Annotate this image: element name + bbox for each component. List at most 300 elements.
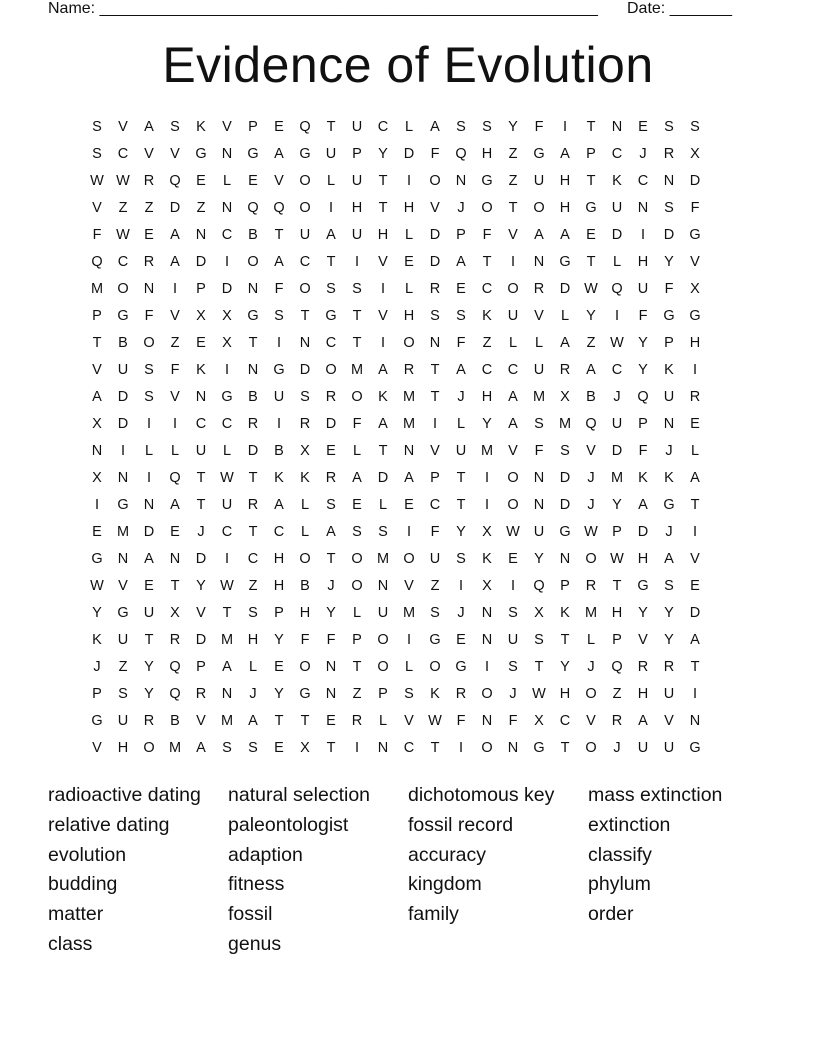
grid-letter[interactable]: H (247, 632, 259, 648)
grid-letter[interactable]: A (170, 497, 180, 513)
grid-letter[interactable]: S (274, 308, 284, 324)
grid-letter[interactable]: S (118, 686, 128, 702)
grid-letter[interactable]: R (533, 281, 545, 297)
grid-letter[interactable]: A (144, 119, 154, 135)
grid-letter[interactable]: O (299, 200, 311, 216)
grid-letter[interactable]: V (586, 443, 596, 459)
grid-letter[interactable]: Y (586, 308, 596, 324)
grid-letter[interactable]: U (351, 119, 363, 135)
grid-letter[interactable]: U (351, 227, 363, 243)
grid-letter[interactable]: Z (508, 173, 518, 189)
grid-letter[interactable]: J (587, 470, 595, 486)
grid-letter[interactable]: S (326, 281, 336, 297)
grid-letter[interactable]: X (300, 443, 310, 459)
grid-letter[interactable]: T (352, 335, 362, 351)
grid-letter[interactable]: U (221, 497, 233, 513)
grid-letter[interactable]: T (300, 308, 310, 324)
grid-letter[interactable]: N (117, 470, 129, 486)
grid-letter[interactable]: O (429, 659, 441, 675)
grid-letter[interactable]: S (248, 605, 258, 621)
grid-letter[interactable]: V (92, 200, 102, 216)
grid-letter[interactable]: A (560, 146, 570, 162)
grid-letter[interactable]: W (116, 173, 130, 189)
grid-letter[interactable]: O (507, 281, 519, 297)
grid-letter[interactable]: A (196, 740, 206, 756)
grid-letter[interactable]: G (429, 632, 441, 648)
grid-letter[interactable]: Y (144, 659, 154, 675)
grid-letter[interactable]: A (248, 713, 258, 729)
grid-letter[interactable]: G (325, 308, 337, 324)
grid-letter[interactable]: S (664, 119, 674, 135)
grid-letter[interactable]: U (143, 605, 155, 621)
grid-letter[interactable]: D (143, 524, 155, 540)
grid-letter[interactable]: J (197, 524, 205, 540)
grid-letter[interactable]: N (143, 281, 155, 297)
grid-letter[interactable]: Y (638, 335, 648, 351)
grid-letter[interactable]: H (481, 389, 493, 405)
name-field[interactable]: Name: ________________________________________________________ (48, 0, 598, 17)
grid-letter[interactable]: H (637, 254, 649, 270)
grid-letter[interactable]: T (378, 173, 388, 189)
grid-letter[interactable]: I (146, 416, 152, 432)
grid-letter[interactable]: A (560, 227, 570, 243)
grid-letter[interactable]: V (586, 713, 596, 729)
grid-letter[interactable]: G (689, 308, 701, 324)
grid-letter[interactable]: N (195, 389, 207, 405)
grid-letter[interactable]: A (274, 146, 284, 162)
grid-letter[interactable]: W (90, 173, 104, 189)
grid-letter[interactable]: N (663, 416, 675, 432)
grid-letter[interactable]: T (430, 740, 440, 756)
grid-letter[interactable]: L (690, 443, 700, 459)
grid-letter[interactable]: G (663, 497, 675, 513)
grid-letter[interactable]: P (248, 119, 258, 135)
grid-letter[interactable]: Z (196, 200, 206, 216)
grid-letter[interactable]: Y (326, 605, 336, 621)
grid-letter[interactable]: P (560, 578, 570, 594)
grid-letter[interactable]: R (663, 659, 675, 675)
grid-letter[interactable]: M (584, 605, 598, 621)
grid-letter[interactable]: N (377, 740, 389, 756)
grid-letter[interactable]: C (377, 119, 389, 135)
grid-letter[interactable]: G (689, 227, 701, 243)
grid-letter[interactable]: Q (169, 470, 181, 486)
grid-letter[interactable]: V (222, 119, 232, 135)
grid-letter[interactable]: F (170, 362, 180, 378)
grid-letter[interactable]: T (586, 254, 596, 270)
grid-letter[interactable]: N (481, 713, 493, 729)
grid-letter[interactable]: S (300, 389, 310, 405)
grid-letter[interactable]: S (430, 605, 440, 621)
grid-letter[interactable]: Y (482, 416, 492, 432)
grid-letter[interactable]: V (638, 632, 648, 648)
grid-letter[interactable]: T (508, 200, 518, 216)
grid-letter[interactable]: V (404, 713, 414, 729)
grid-letter[interactable]: M (220, 632, 234, 648)
grid-letter[interactable]: V (92, 362, 102, 378)
grid-letter[interactable]: W (532, 686, 546, 702)
grid-letter[interactable]: T (170, 578, 180, 594)
grid-letter[interactable]: K (196, 362, 206, 378)
grid-letter[interactable]: L (300, 497, 310, 513)
grid-letter[interactable]: D (195, 551, 207, 567)
grid-letter[interactable]: C (481, 281, 493, 297)
grid-letter[interactable]: C (403, 740, 415, 756)
grid-letter[interactable]: L (300, 524, 310, 540)
grid-letter[interactable]: V (170, 308, 180, 324)
grid-letter[interactable]: I (406, 632, 412, 648)
grid-letter[interactable]: O (533, 200, 545, 216)
grid-letter[interactable]: J (457, 200, 465, 216)
grid-letter[interactable]: G (273, 362, 285, 378)
grid-letter[interactable]: L (222, 173, 232, 189)
grid-letter[interactable]: A (92, 389, 102, 405)
grid-letter[interactable]: S (482, 119, 492, 135)
grid-letter[interactable]: D (637, 524, 649, 540)
grid-letter[interactable]: L (404, 281, 414, 297)
grid-letter[interactable]: S (352, 281, 362, 297)
grid-letter[interactable]: H (273, 578, 285, 594)
grid-letter[interactable]: R (247, 416, 259, 432)
grid-letter[interactable]: K (430, 686, 440, 702)
grid-letter[interactable]: O (351, 578, 363, 594)
grid-letter[interactable]: I (406, 173, 412, 189)
grid-letter[interactable]: D (689, 605, 701, 621)
grid-letter[interactable]: V (404, 578, 414, 594)
grid-letter[interactable]: L (248, 659, 258, 675)
grid-letter[interactable]: I (380, 335, 386, 351)
grid-letter[interactable]: Y (92, 605, 102, 621)
grid-letter[interactable]: K (664, 470, 674, 486)
grid-letter[interactable]: Y (664, 632, 674, 648)
grid-letter[interactable]: N (221, 686, 233, 702)
grid-letter[interactable]: H (403, 308, 415, 324)
grid-letter[interactable]: Y (196, 578, 206, 594)
grid-letter[interactable]: S (378, 524, 388, 540)
grid-letter[interactable]: W (506, 524, 520, 540)
grid-letter[interactable]: Q (455, 146, 467, 162)
grid-letter[interactable]: P (274, 605, 284, 621)
grid-letter[interactable]: B (170, 713, 180, 729)
grid-letter[interactable]: N (247, 362, 259, 378)
grid-letter[interactable]: Z (144, 200, 154, 216)
grid-letter[interactable]: Y (560, 659, 570, 675)
grid-letter[interactable]: A (378, 362, 388, 378)
grid-letter[interactable]: F (430, 146, 440, 162)
grid-letter[interactable]: P (664, 335, 674, 351)
grid-letter[interactable]: H (559, 173, 571, 189)
grid-letter[interactable]: D (559, 470, 571, 486)
grid-letter[interactable]: G (247, 308, 259, 324)
grid-letter[interactable]: O (481, 686, 493, 702)
grid-letter[interactable]: B (118, 335, 128, 351)
grid-letter[interactable]: O (403, 335, 415, 351)
grid-letter[interactable]: B (300, 578, 310, 594)
grid-letter[interactable]: M (610, 470, 624, 486)
grid-letter[interactable]: E (144, 227, 154, 243)
grid-letter[interactable]: N (637, 200, 649, 216)
grid-letter[interactable]: Z (352, 686, 362, 702)
grid-letter[interactable]: N (481, 605, 493, 621)
grid-letter[interactable]: E (248, 173, 258, 189)
grid-letter[interactable]: M (90, 281, 104, 297)
grid-letter[interactable]: U (455, 443, 467, 459)
grid-letter[interactable]: T (456, 497, 466, 513)
grid-letter[interactable]: F (638, 308, 648, 324)
grid-letter[interactable]: I (510, 254, 516, 270)
grid-letter[interactable]: T (248, 524, 258, 540)
grid-letter[interactable]: N (299, 335, 311, 351)
grid-letter[interactable]: Y (534, 551, 544, 567)
grid-letter[interactable]: R (455, 686, 467, 702)
grid-letter[interactable]: S (404, 686, 414, 702)
grid-letter[interactable]: F (482, 227, 492, 243)
grid-letter[interactable]: C (481, 362, 493, 378)
grid-letter[interactable]: A (638, 713, 648, 729)
grid-letter[interactable]: G (455, 659, 467, 675)
grid-letter[interactable]: D (611, 227, 623, 243)
grid-letter[interactable]: R (429, 281, 441, 297)
grid-letter[interactable]: T (144, 632, 154, 648)
grid-letter[interactable]: K (300, 470, 310, 486)
grid-letter[interactable]: C (117, 146, 129, 162)
grid-letter[interactable]: X (690, 146, 700, 162)
grid-letter[interactable]: H (637, 686, 649, 702)
grid-letter[interactable]: I (432, 416, 438, 432)
grid-letter[interactable]: I (276, 335, 282, 351)
grid-letter[interactable]: O (507, 497, 519, 513)
grid-letter[interactable]: O (481, 740, 493, 756)
grid-letter[interactable]: X (560, 389, 570, 405)
grid-letter[interactable]: R (403, 362, 415, 378)
grid-letter[interactable]: I (120, 443, 126, 459)
grid-letter[interactable]: Q (637, 389, 649, 405)
grid-letter[interactable]: I (276, 416, 282, 432)
grid-letter[interactable]: E (586, 227, 596, 243)
grid-letter[interactable]: D (611, 443, 623, 459)
grid-letter[interactable]: A (430, 119, 440, 135)
grid-letter[interactable]: N (663, 173, 675, 189)
grid-letter[interactable]: I (380, 281, 386, 297)
grid-letter[interactable]: A (404, 470, 414, 486)
grid-letter[interactable]: S (664, 578, 674, 594)
grid-letter[interactable]: I (640, 227, 646, 243)
grid-letter[interactable]: P (638, 416, 648, 432)
grid-letter[interactable]: L (508, 335, 518, 351)
grid-letter[interactable]: W (90, 578, 104, 594)
grid-letter[interactable]: G (689, 740, 701, 756)
grid-letter[interactable]: A (638, 497, 648, 513)
grid-letter[interactable]: K (92, 632, 102, 648)
grid-letter[interactable]: L (326, 173, 336, 189)
grid-letter[interactable]: M (558, 416, 572, 432)
grid-letter[interactable]: N (533, 497, 545, 513)
grid-letter[interactable]: E (92, 524, 102, 540)
grid-letter[interactable]: R (143, 173, 155, 189)
grid-letter[interactable]: I (328, 200, 334, 216)
grid-letter[interactable]: J (509, 686, 517, 702)
grid-letter[interactable]: V (690, 254, 700, 270)
grid-letter[interactable]: U (117, 632, 129, 648)
grid-letter[interactable]: X (222, 335, 232, 351)
grid-letter[interactable]: V (118, 578, 128, 594)
grid-letter[interactable]: R (325, 389, 337, 405)
grid-letter[interactable]: E (196, 335, 206, 351)
grid-letter[interactable]: J (587, 497, 595, 513)
grid-letter[interactable]: L (352, 605, 362, 621)
grid-letter[interactable]: O (585, 551, 597, 567)
grid-letter[interactable]: A (690, 632, 700, 648)
grid-letter[interactable]: H (637, 551, 649, 567)
grid-letter[interactable]: O (299, 281, 311, 297)
grid-letter[interactable]: Y (664, 254, 674, 270)
grid-letter[interactable]: Z (508, 146, 518, 162)
grid-letter[interactable]: H (559, 200, 571, 216)
grid-letter[interactable]: H (377, 227, 389, 243)
grid-letter[interactable]: N (455, 173, 467, 189)
grid-letter[interactable]: L (586, 632, 596, 648)
grid-letter[interactable]: T (586, 119, 596, 135)
grid-letter[interactable]: T (534, 659, 544, 675)
grid-letter[interactable]: D (377, 470, 389, 486)
grid-letter[interactable]: I (458, 740, 464, 756)
grid-letter[interactable]: W (610, 335, 624, 351)
grid-letter[interactable]: T (352, 659, 362, 675)
grid-letter[interactable]: L (612, 254, 622, 270)
grid-letter[interactable]: U (195, 443, 207, 459)
grid-letter[interactable]: M (402, 389, 416, 405)
grid-letter[interactable]: L (534, 335, 544, 351)
grid-letter[interactable]: O (325, 362, 337, 378)
grid-letter[interactable]: L (404, 119, 414, 135)
grid-letter[interactable]: N (689, 713, 701, 729)
grid-letter[interactable]: S (92, 146, 102, 162)
grid-letter[interactable]: C (221, 227, 233, 243)
grid-letter[interactable]: G (637, 578, 649, 594)
grid-letter[interactable]: T (274, 227, 284, 243)
grid-letter[interactable]: Z (482, 335, 492, 351)
grid-letter[interactable]: P (612, 632, 622, 648)
grid-letter[interactable]: R (299, 416, 311, 432)
grid-letter[interactable]: V (378, 254, 388, 270)
grid-letter[interactable]: A (170, 254, 180, 270)
grid-letter[interactable]: W (220, 578, 234, 594)
grid-letter[interactable]: I (354, 254, 360, 270)
grid-letter[interactable]: E (690, 578, 700, 594)
grid-letter[interactable]: I (692, 686, 698, 702)
grid-letter[interactable]: U (273, 389, 285, 405)
grid-letter[interactable]: I (458, 578, 464, 594)
grid-letter[interactable]: I (562, 119, 568, 135)
grid-letter[interactable]: F (456, 713, 466, 729)
grid-letter[interactable]: E (274, 740, 284, 756)
grid-letter[interactable]: T (352, 308, 362, 324)
grid-letter[interactable]: K (638, 470, 648, 486)
grid-letter[interactable]: O (403, 551, 415, 567)
grid-letter[interactable]: M (350, 362, 364, 378)
grid-letter[interactable]: O (143, 335, 155, 351)
grid-letter[interactable]: A (326, 227, 336, 243)
grid-letter[interactable]: X (92, 416, 102, 432)
grid-letter[interactable]: J (613, 740, 621, 756)
grid-letter[interactable]: M (480, 443, 494, 459)
grid-letter[interactable]: D (247, 443, 259, 459)
grid-letter[interactable]: I (146, 470, 152, 486)
grid-letter[interactable]: T (378, 200, 388, 216)
grid-letter[interactable]: T (274, 713, 284, 729)
grid-letter[interactable]: O (585, 686, 597, 702)
grid-letter[interactable]: V (118, 119, 128, 135)
grid-letter[interactable]: P (586, 146, 596, 162)
grid-letter[interactable]: X (92, 470, 102, 486)
grid-letter[interactable]: P (612, 524, 622, 540)
grid-letter[interactable]: I (484, 659, 490, 675)
grid-letter[interactable]: N (481, 632, 493, 648)
grid-letter[interactable]: L (378, 497, 388, 513)
grid-letter[interactable]: N (91, 443, 103, 459)
grid-letter[interactable]: B (248, 389, 258, 405)
grid-letter[interactable]: M (116, 524, 130, 540)
grid-letter[interactable]: V (92, 740, 102, 756)
grid-letter[interactable]: Q (273, 200, 285, 216)
grid-letter[interactable]: Z (248, 578, 258, 594)
grid-letter[interactable]: G (533, 146, 545, 162)
grid-letter[interactable]: G (299, 146, 311, 162)
grid-letter[interactable]: B (586, 389, 596, 405)
grid-letter[interactable]: T (326, 119, 336, 135)
grid-letter[interactable]: N (221, 200, 233, 216)
grid-letter[interactable]: T (326, 551, 336, 567)
grid-letter[interactable]: I (224, 362, 230, 378)
grid-letter[interactable]: F (690, 200, 700, 216)
grid-letter[interactable]: V (508, 443, 518, 459)
grid-letter[interactable]: T (560, 632, 570, 648)
grid-letter[interactable]: S (222, 740, 232, 756)
grid-letter[interactable]: C (117, 254, 129, 270)
grid-letter[interactable]: N (533, 254, 545, 270)
grid-letter[interactable]: S (430, 308, 440, 324)
grid-letter[interactable]: F (430, 524, 440, 540)
grid-letter[interactable]: E (144, 578, 154, 594)
grid-letter[interactable]: T (248, 335, 258, 351)
grid-letter[interactable]: C (429, 497, 441, 513)
grid-letter[interactable]: E (508, 551, 518, 567)
grid-letter[interactable]: Z (612, 686, 622, 702)
grid-letter[interactable]: A (690, 470, 700, 486)
grid-letter[interactable]: O (299, 173, 311, 189)
grid-letter[interactable]: X (482, 524, 492, 540)
grid-letter[interactable]: D (559, 497, 571, 513)
grid-letter[interactable]: N (403, 443, 415, 459)
grid-letter[interactable]: O (143, 740, 155, 756)
grid-letter[interactable]: O (377, 632, 389, 648)
grid-letter[interactable]: G (585, 200, 597, 216)
grid-letter[interactable]: Y (664, 605, 674, 621)
grid-letter[interactable]: Q (611, 281, 623, 297)
grid-letter[interactable]: V (430, 443, 440, 459)
grid-letter[interactable]: T (92, 335, 102, 351)
grid-letter[interactable]: I (224, 551, 230, 567)
grid-letter[interactable]: E (690, 416, 700, 432)
grid-letter[interactable]: P (196, 281, 206, 297)
grid-letter[interactable]: O (117, 281, 129, 297)
grid-letter[interactable]: U (611, 200, 623, 216)
grid-letter[interactable]: R (351, 713, 363, 729)
grid-letter[interactable]: Z (170, 335, 180, 351)
grid-letter[interactable]: T (586, 173, 596, 189)
grid-letter[interactable]: O (351, 551, 363, 567)
grid-letter[interactable]: S (534, 416, 544, 432)
